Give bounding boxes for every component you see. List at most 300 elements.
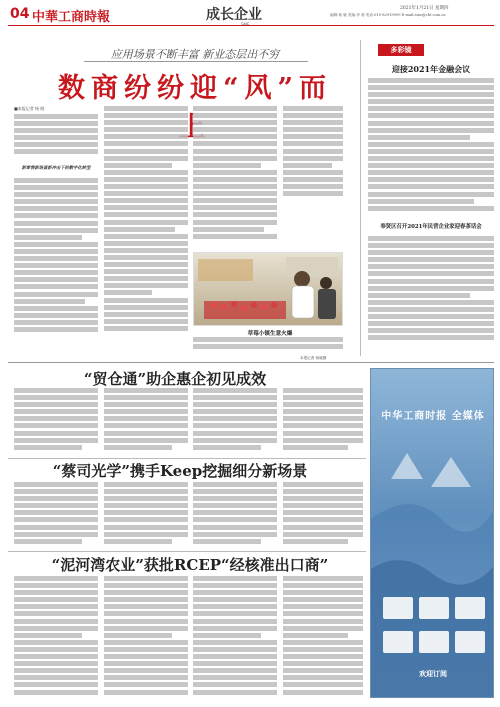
feature-col-1b	[14, 178, 98, 336]
text-line	[14, 682, 98, 687]
text-line	[104, 510, 188, 515]
text-line	[14, 654, 98, 659]
text-line	[14, 213, 98, 218]
text-line	[283, 134, 343, 139]
text-line	[193, 438, 277, 443]
text-line	[104, 423, 188, 428]
text-line	[283, 423, 363, 428]
text-line	[368, 307, 494, 312]
text-line	[104, 241, 188, 246]
feature-col-4	[283, 106, 343, 200]
text-line	[368, 85, 494, 90]
story3-col-4	[283, 576, 363, 698]
text-line	[283, 177, 343, 182]
text-line	[104, 127, 188, 132]
text-line	[104, 583, 188, 588]
text-line	[368, 156, 494, 161]
text-line	[283, 445, 348, 450]
text-line	[14, 228, 98, 233]
text-line	[104, 661, 188, 666]
text-line	[193, 583, 277, 588]
text-line	[193, 489, 277, 494]
text-line	[104, 255, 188, 260]
text-line	[104, 675, 188, 680]
text-line	[14, 423, 98, 428]
text-line	[104, 597, 188, 602]
ad-subtitle: 欢迎订阅	[419, 669, 447, 678]
sidebar-item1-body	[368, 78, 494, 216]
story3-col-3	[193, 576, 277, 698]
text-line	[368, 206, 494, 211]
text-line	[104, 120, 188, 125]
story1-col-1	[14, 388, 98, 454]
text-line	[283, 525, 363, 530]
text-line	[14, 277, 98, 282]
text-line	[283, 388, 363, 393]
story2-col-2	[104, 482, 188, 546]
photo-caption: 草莓小镇生意火爆	[247, 331, 293, 337]
text-line	[14, 626, 98, 631]
text-line	[104, 409, 188, 414]
text-line	[193, 626, 277, 631]
text-line	[14, 640, 98, 645]
sidebar-item2-body	[368, 236, 494, 348]
photo-note	[193, 337, 343, 354]
text-line	[193, 647, 277, 652]
text-line	[283, 149, 343, 154]
text-line	[104, 388, 188, 393]
text-line	[368, 113, 494, 118]
text-line	[193, 170, 277, 175]
text-line	[14, 192, 98, 197]
text-line	[14, 135, 98, 140]
story1-title: “贸仓通”助企惠企初见成效	[83, 370, 267, 388]
story1-col-4	[283, 388, 363, 454]
text-line	[104, 532, 188, 537]
ad-art	[371, 369, 494, 698]
text-line	[14, 149, 98, 154]
editor-line: 编辑:杨 晓 美编:李 莉 电话:010-82919999 E-mail:sme@cbt.com.cn	[330, 13, 446, 17]
text-line	[14, 416, 98, 421]
text-line	[283, 416, 363, 421]
text-line	[193, 163, 261, 168]
text-line	[283, 431, 363, 436]
text-line	[368, 321, 494, 326]
text-line	[14, 256, 98, 261]
text-line	[283, 496, 363, 501]
sidebar-item1-title: 迎接2021年金融会议	[391, 64, 471, 74]
text-line	[283, 395, 363, 400]
text-line	[14, 482, 98, 487]
text-line	[104, 156, 188, 161]
story3-col-1	[14, 576, 98, 698]
text-line	[368, 243, 494, 248]
text-line	[193, 668, 277, 673]
text-line	[193, 205, 277, 210]
feature-subhead: 新零售新场景新冲击下的数字化转型	[21, 166, 91, 171]
text-line	[104, 438, 188, 443]
text-line	[193, 496, 277, 501]
text-line	[283, 633, 348, 638]
text-line	[368, 78, 494, 83]
text-line	[368, 328, 494, 333]
story2-col-4	[283, 482, 363, 546]
masthead	[0, 0, 500, 34]
text-line	[368, 264, 494, 269]
text-line	[193, 198, 277, 203]
text-line	[14, 532, 98, 537]
text-line	[368, 128, 494, 133]
text-line	[283, 576, 363, 581]
text-line	[368, 142, 494, 147]
text-line	[193, 416, 277, 421]
text-line	[104, 312, 188, 317]
paper-name: 中華工商時報	[32, 10, 111, 25]
text-line	[283, 640, 363, 645]
text-line	[193, 344, 343, 349]
feature-col-1	[14, 114, 98, 162]
story-rule-2	[8, 551, 366, 552]
text-line	[368, 99, 494, 104]
text-line	[283, 532, 363, 537]
text-line	[14, 633, 82, 638]
text-line	[104, 682, 188, 687]
text-line	[193, 633, 261, 638]
text-line	[283, 661, 363, 666]
text-line	[14, 313, 98, 318]
text-line	[14, 221, 98, 226]
text-line	[14, 395, 98, 400]
text-line	[104, 305, 188, 310]
text-line	[104, 654, 188, 659]
text-line	[193, 227, 264, 232]
text-line	[14, 690, 98, 695]
text-line	[104, 177, 188, 182]
text-line	[104, 163, 172, 168]
text-line	[368, 92, 494, 97]
text-line	[193, 604, 277, 609]
text-line	[193, 517, 277, 522]
text-line	[193, 654, 277, 659]
text-line	[283, 113, 343, 118]
text-line	[368, 293, 470, 298]
text-line	[14, 235, 82, 240]
story3-title: “泥河湾农业”获批RCEP“经核准出口商”	[51, 556, 329, 574]
text-line	[14, 114, 98, 119]
text-line	[193, 234, 277, 239]
story3-col-2	[104, 576, 188, 698]
text-line	[14, 668, 98, 673]
text-line	[368, 170, 494, 175]
text-line	[283, 127, 343, 132]
text-line	[14, 489, 98, 494]
sidebar-label: 多彩镜	[390, 45, 412, 54]
text-line	[14, 590, 98, 595]
text-line	[193, 597, 277, 602]
text-line	[104, 184, 188, 189]
text-line	[104, 234, 188, 239]
text-line	[104, 445, 172, 450]
text-line	[14, 583, 98, 588]
text-line	[193, 661, 277, 666]
text-line	[104, 402, 188, 407]
text-line	[14, 284, 98, 289]
text-line	[193, 445, 261, 450]
text-line	[14, 142, 98, 147]
text-line	[104, 290, 152, 295]
text-line	[283, 191, 343, 196]
text-line	[14, 647, 98, 652]
text-line	[104, 248, 188, 253]
text-line	[14, 604, 98, 609]
text-line	[14, 431, 98, 436]
text-line	[104, 611, 188, 616]
text-line	[283, 141, 343, 146]
text-line	[104, 590, 188, 595]
text-line	[104, 298, 188, 303]
text-line	[104, 191, 188, 196]
text-line	[14, 299, 85, 304]
strawberry-shop-image	[194, 253, 343, 326]
text-line	[368, 271, 494, 276]
text-line	[283, 503, 363, 508]
masthead-rule	[8, 25, 494, 26]
text-line	[193, 690, 277, 695]
story-rule-1	[8, 458, 366, 459]
text-line	[14, 510, 98, 515]
story2-col-3	[193, 482, 277, 546]
text-line	[368, 279, 494, 284]
text-line	[193, 156, 277, 161]
story2-title: “蔡司光学”携手Keep挖掘细分新场景	[52, 462, 308, 480]
text-line	[14, 503, 98, 508]
text-line	[14, 270, 98, 275]
text-line	[14, 525, 98, 530]
text-line	[104, 668, 188, 673]
text-line	[14, 402, 98, 407]
text-line	[283, 647, 363, 652]
text-line	[104, 503, 188, 508]
text-line	[283, 690, 363, 695]
text-line	[193, 220, 277, 225]
text-line	[193, 120, 277, 125]
text-line	[283, 590, 363, 595]
text-line	[283, 583, 363, 588]
text-line	[283, 163, 332, 168]
text-line	[104, 647, 188, 652]
text-line	[368, 135, 470, 140]
text-line	[368, 199, 474, 204]
text-line	[14, 661, 98, 666]
feature-headline: 数商纷纷迎“风”而	[57, 73, 333, 104]
story1-col-3	[193, 388, 277, 454]
text-line	[193, 402, 277, 407]
text-line	[14, 517, 98, 522]
text-line	[283, 611, 363, 616]
text-line	[104, 604, 188, 609]
text-line	[14, 445, 82, 450]
text-line	[283, 402, 363, 407]
text-line	[14, 496, 98, 501]
text-line	[368, 300, 494, 305]
text-line	[14, 128, 98, 133]
text-line	[283, 170, 343, 175]
text-line	[104, 113, 188, 118]
text-line	[104, 326, 188, 331]
text-line	[104, 619, 188, 624]
text-line	[283, 675, 363, 680]
text-line	[193, 482, 277, 487]
text-line	[283, 184, 343, 189]
text-line	[193, 423, 277, 428]
text-line	[14, 611, 98, 616]
text-line	[193, 510, 277, 515]
text-line	[368, 177, 494, 182]
text-line	[283, 510, 363, 515]
ad-title: 中华工商时报 全媒体	[381, 411, 485, 422]
text-line	[193, 576, 277, 581]
text-line	[193, 675, 277, 680]
feature-kicker: 应用场景不断丰富 新业态层出不穷	[110, 48, 280, 61]
text-line	[368, 250, 494, 255]
text-line	[104, 106, 188, 111]
text-line	[283, 517, 363, 522]
text-line	[283, 482, 363, 487]
text-line	[193, 337, 343, 342]
text-line	[283, 654, 363, 659]
text-line	[368, 257, 494, 262]
text-line	[368, 184, 494, 189]
text-line	[104, 633, 172, 638]
text-line	[14, 263, 98, 268]
text-line	[283, 438, 363, 443]
text-line	[104, 626, 188, 631]
text-line	[104, 205, 188, 210]
text-line	[14, 249, 98, 254]
text-line	[14, 409, 98, 414]
text-line	[14, 438, 98, 443]
text-line	[14, 242, 98, 247]
text-line	[193, 113, 277, 118]
text-line	[193, 141, 277, 146]
text-line	[193, 590, 277, 595]
feature-byline: ■本报记者 杨 晓	[14, 106, 45, 111]
text-line	[283, 619, 363, 624]
text-line	[14, 178, 98, 183]
text-line	[193, 134, 277, 139]
text-line	[14, 576, 98, 581]
text-line	[283, 409, 363, 414]
text-line	[283, 682, 363, 687]
sidebar-label-box	[378, 44, 424, 56]
text-line	[193, 640, 277, 645]
text-line	[368, 163, 494, 168]
text-line	[104, 141, 188, 146]
text-line	[193, 503, 277, 508]
text-line	[283, 668, 363, 673]
text-line	[193, 619, 277, 624]
text-line	[104, 539, 172, 544]
text-line	[193, 212, 277, 217]
section-title: 成长企业	[206, 7, 262, 23]
text-line	[193, 409, 277, 414]
text-line	[193, 127, 277, 132]
text-line	[14, 121, 98, 126]
text-line	[368, 236, 494, 241]
feature-col-2	[104, 106, 188, 336]
text-line	[193, 177, 277, 182]
text-line	[14, 206, 98, 211]
text-line	[14, 675, 98, 680]
text-line	[193, 395, 277, 400]
text-line	[193, 149, 277, 154]
text-line	[193, 388, 277, 393]
text-line	[104, 395, 188, 400]
text-line	[104, 149, 188, 154]
kicker-underline	[84, 61, 308, 62]
text-line	[14, 306, 98, 311]
text-line	[14, 388, 98, 393]
text-line	[14, 292, 98, 297]
story1-col-2	[104, 388, 188, 454]
text-line	[104, 319, 188, 324]
text-line	[368, 121, 494, 126]
page-number: 04	[10, 6, 30, 22]
text-line	[14, 539, 82, 544]
text-line	[193, 525, 277, 530]
text-line	[104, 482, 188, 487]
text-line	[193, 539, 261, 544]
text-line	[104, 489, 188, 494]
text-line	[283, 539, 348, 544]
text-line	[283, 597, 363, 602]
text-line	[104, 170, 188, 175]
text-line	[104, 576, 188, 581]
text-line	[14, 199, 98, 204]
text-line	[104, 496, 188, 501]
feature-photo	[193, 252, 343, 326]
sidebar-item2-title: 奉贤区召开2021年民营企业家迎春茶话会	[380, 224, 482, 230]
text-line	[104, 431, 188, 436]
text-line	[283, 120, 343, 125]
text-line	[104, 276, 188, 281]
text-line	[14, 185, 98, 190]
story2-col-1	[14, 482, 98, 546]
section-rule	[8, 362, 494, 363]
text-line	[283, 489, 363, 494]
text-line	[193, 611, 277, 616]
text-line	[283, 604, 363, 609]
text-line	[104, 227, 175, 232]
text-line	[14, 597, 98, 602]
text-line	[193, 682, 277, 687]
text-line	[104, 517, 188, 522]
text-line	[104, 525, 188, 530]
ad-panel	[370, 368, 494, 698]
text-line	[193, 431, 277, 436]
text-line	[368, 286, 494, 291]
text-line	[104, 134, 188, 139]
text-line	[193, 184, 277, 189]
issue-date: 2021年1月21日 星期四	[400, 6, 449, 11]
text-line	[104, 212, 188, 217]
text-line	[104, 198, 188, 203]
text-line	[368, 335, 494, 340]
text-line	[193, 191, 277, 196]
text-line	[283, 156, 343, 161]
photo-credit: 本报记者 杨晓摄	[300, 356, 327, 360]
text-line	[368, 314, 494, 319]
